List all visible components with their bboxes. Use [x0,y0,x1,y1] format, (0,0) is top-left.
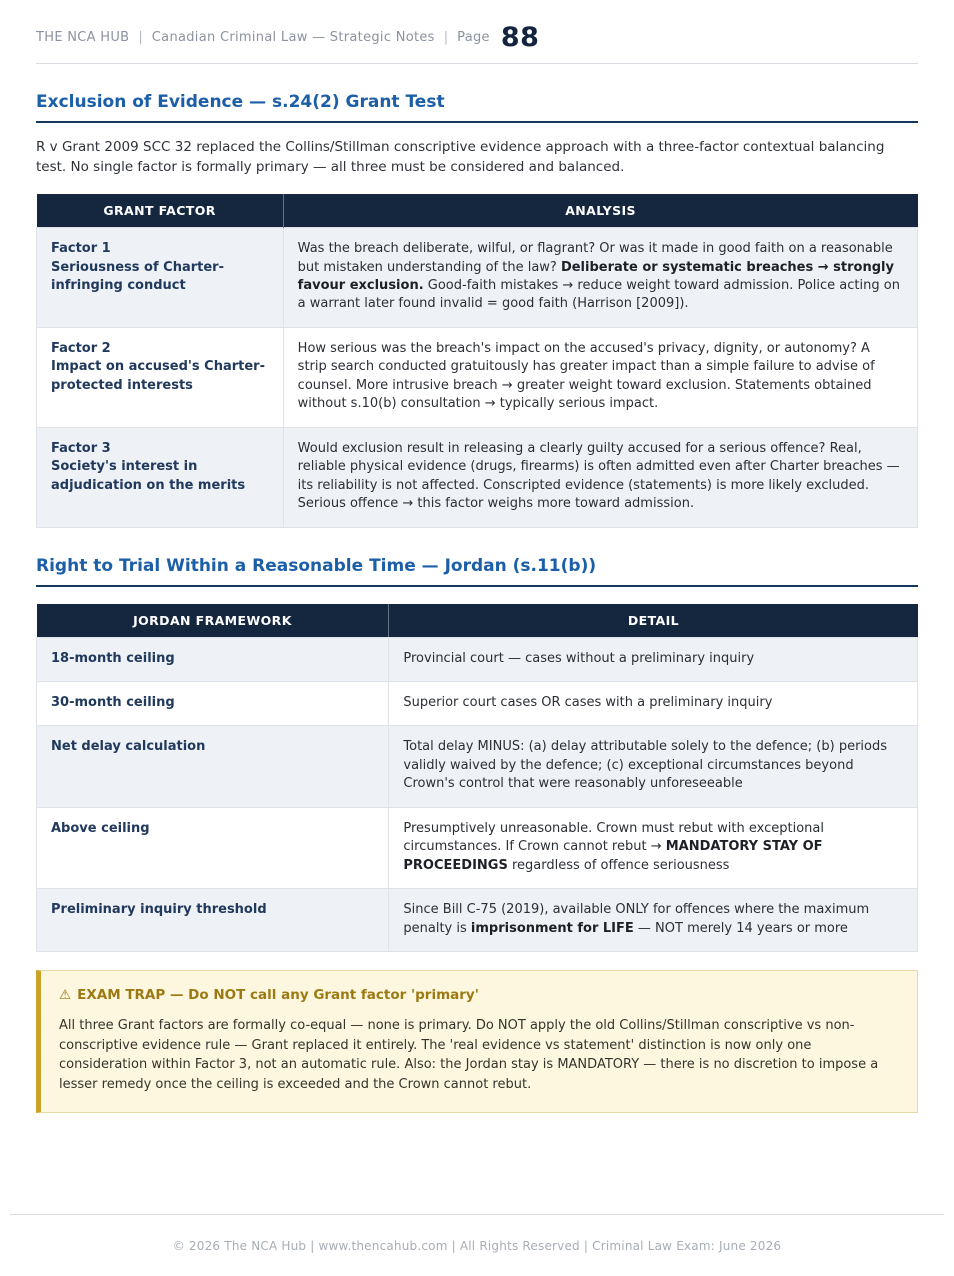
table-row [37,682,918,726]
table-row [37,637,918,681]
section-title-jordan: Right to Trial Within a Reasonable Time — Jordan (s.11(b)) [36,556,918,587]
column-header-jordan-framework: JORDAN FRAMEWORK [37,604,389,638]
column-header-analysis: ANALYSIS [283,194,917,228]
page-number: 88 [500,22,540,53]
table-row [37,807,918,888]
page-label: Page [457,30,490,45]
row-detail-cell: Total delay MINUS: (a) delay attributable solely to the defence; (b) periods validly waived by the defence; (c) exceptional circumstances beyond Crown's control that were reasonably unforeseeable [389,726,918,807]
table-row [37,327,918,427]
exam-trap-callout [36,970,918,1113]
column-header-grant-factor: GRANT FACTOR [37,194,284,228]
grant-factor-table [36,194,918,527]
intro-paragraph: R v Grant 2009 SCC 32 replaced the Collins/Stillman conscriptive evidence approach with a three-factor contextual balancing test. No single factor is formally primary — all three must be considered and balanced. [36,139,885,175]
row-detail-cell: Provincial court — cases without a preliminary inquiry [389,637,918,681]
row-detail-cell: Would exclusion result in releasing a clearly guilty accused for a serious offence? Real, reliable physical evidence (drugs, firearms) is often admitted even after Charter breaches — its reliability is not affected. Conscripted evidence (statements) is more likely excluded. Serious offence → this factor weighs more toward admission. [283,427,917,527]
row-key-cell: Above ceiling [37,807,389,888]
exam-trap-body: All three Grant factors are formally co-equal — none is primary. Do NOT apply the old Collins/Stillman conscriptive vs non-conscriptive evidence rule — Grant replaced it entirely. The 'real evidence vs statement' distinction is now only one consideration within Factor 3, not an automatic rule. Also: the Jordan stay is MANDATORY — there is no discretion to impose a lesser remedy once the ceiling is exceeded and the Crown cannot rebut. [59,1018,879,1092]
row-key-cell: Factor 3 Society's interest in adjudication on the merits [37,427,284,527]
table-header-row [37,194,918,228]
row-key-cell: 18-month ceiling [37,637,389,681]
table-row [37,228,918,328]
row-key-cell: Factor 2 Impact on accused's Charter-protected interests [37,327,284,427]
row-key-cell: Factor 1 Seriousness of Charter-infringing conduct [37,228,284,328]
row-detail-cell: Since Bill C-75 (2019), available ONLY for offences where the maximum penalty is imprisonment for LIFE — NOT merely 14 years or more [389,889,918,952]
row-detail-cell: Was the breach deliberate, wilful, or flagrant? Or was it made in good faith on a reasonable but mistaken understanding of the law? Deliberate or systematic breaches → strongly favour exclusion. Good-faith mistakes → reduce weight toward admission. Police acting on a warrant later found invalid = good faith (Harrison [2009]). [283,228,917,328]
row-key-cell: 30-month ceiling [37,682,389,726]
row-detail-cell: Presumptively unreasonable. Crown must rebut with exceptional circumstances. If Crown cannot rebut → MANDATORY STAY OF PROCEEDINGS regardless of offence seriousness [389,807,918,888]
row-detail-cell: Superior court cases OR cases with a preliminary inquiry [389,682,918,726]
table-row [37,726,918,807]
exam-trap-title [59,987,899,1003]
row-detail-cell: How serious was the breach's impact on the accused's privacy, dignity, or autonomy? A strip search conducted gratuitously has greater impact than a simple failure to advise of counsel. More intrusive breach → greater weight toward exclusion. Statements obtained without s.10(b) consultation → typically serious impact. [283,327,917,427]
column-header-detail: DETAIL [389,604,918,638]
document-subtitle: Canadian Criminal Law — Strategic Notes [151,30,435,45]
row-key-cell: Preliminary inquiry threshold [37,889,389,952]
page-header [36,0,918,64]
footer-text: © 2026 The NCA Hub | www.thencahub.com | All Rights Reserved | Criminal Law Exam: June 2026 [172,1239,782,1253]
warning-icon: ⚠ [59,987,72,1004]
row-key-cell: Net delay calculation [37,726,389,807]
header-separator: | [138,30,143,45]
table-header-row [37,604,918,638]
table-row [37,889,918,952]
table-row [37,427,918,527]
jordan-framework-table [36,604,918,953]
page-footer [10,1214,944,1276]
header-separator: | [443,30,449,45]
brand-label: THE NCA HUB [36,30,130,45]
section-title-grant-test: Exclusion of Evidence — s.24(2) Grant Test [36,92,918,123]
exam-trap-title-text: EXAM TRAP — Do NOT call any Grant factor 'primary' [77,987,479,1004]
